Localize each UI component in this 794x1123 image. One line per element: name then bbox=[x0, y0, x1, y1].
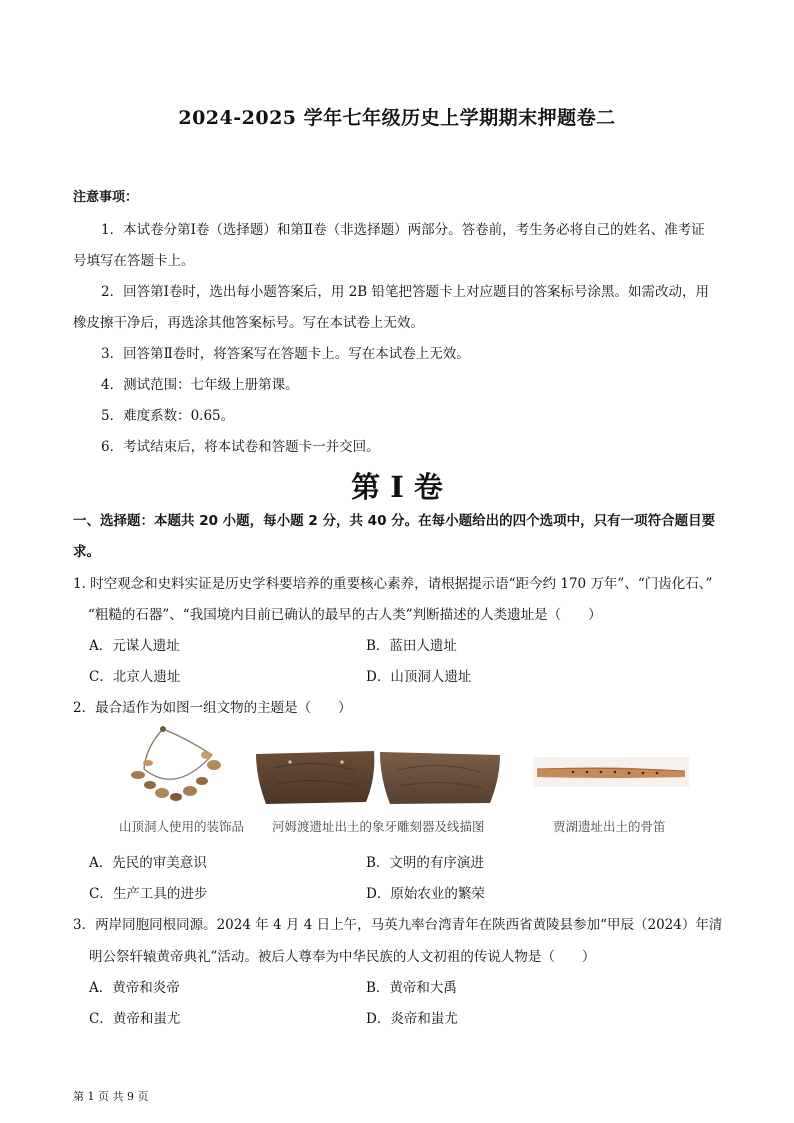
question-2-option-d: D．原始农业的繁荣 bbox=[366, 886, 485, 902]
question-3-text: 明公祭轩辕黄帝典礼”活动。被后人尊奉为中华民族的人文初祖的传说人物是（ ） bbox=[89, 949, 596, 965]
notes-line: 1．本试卷分第Ⅰ卷（选择题）和第Ⅱ卷（非选择题）两部分。答卷前，考生务必将自己的姓名、准考证 bbox=[101, 222, 705, 238]
question-2-option-b: B．文明的有序演进 bbox=[366, 855, 484, 871]
figure-caption-flute: 贾湖遗址出土的骨笛 bbox=[553, 819, 666, 834]
necklace-ornaments-image bbox=[128, 725, 228, 805]
notes-heading: 注意事项： bbox=[73, 190, 139, 205]
question-1-option-a: A．元谋人遗址 bbox=[89, 638, 180, 654]
question-2-text: 2．最合适作为如图一组文物的主题是（ ） bbox=[73, 700, 352, 716]
question-2-option-a: A．先民的审美意识 bbox=[89, 855, 207, 871]
question-1-option-d: D．山顶洞人遗址 bbox=[366, 669, 472, 685]
notes-line: 2．回答第Ⅰ卷时，选出每小题答案后，用 2B 铅笔把答题卡上对应题目的答案标号涂黑。如需改动，用 bbox=[101, 284, 710, 300]
question-3-option-a: A．黄帝和炎帝 bbox=[89, 980, 180, 996]
ivory-carving-image bbox=[254, 748, 504, 806]
notes-line: 号填写在答题卡上。 bbox=[73, 253, 195, 269]
notes-line: 橡皮擦干净后，再选涂其他答案标号。写在本试卷上无效。 bbox=[73, 315, 424, 331]
notes-line: 5．难度系数：0.65。 bbox=[101, 408, 235, 424]
question-3-text: 3．两岸同胞同根同源。2024 年 4 月 4 日上午，马英九率台湾青年在陕西省黄陵县参加“甲辰（2024）年清 bbox=[73, 917, 723, 933]
question-1-text: 1. 时空观念和史料实证是历史学科要培养的重要核心素养，请根据提示语“距今约 170 万年”、“门齿化石、” bbox=[73, 576, 713, 592]
notes-line: 4．测试范围：七年级上册第课。 bbox=[101, 377, 299, 393]
figure-caption-ornaments: 山顶洞人使用的装饰品 bbox=[119, 819, 245, 834]
question-3-option-b: B．黄帝和大禹 bbox=[366, 980, 457, 996]
section-heading-cont: 求。 bbox=[73, 544, 100, 560]
question-1-option-b: B．蓝田人遗址 bbox=[366, 638, 457, 654]
exam-title: 2024-2025 学年七年级历史上学期期末押题卷二 bbox=[178, 107, 616, 129]
question-1-option-c: C．北京人遗址 bbox=[89, 669, 181, 685]
question-3-option-c: C．黄帝和蚩尤 bbox=[89, 1011, 181, 1027]
notes-line: 3．回答第Ⅱ卷时，将答案写在答题卡上。写在本试卷上无效。 bbox=[101, 346, 470, 362]
question-2-option-c: C．生产工具的进步 bbox=[89, 886, 208, 902]
figure-caption-ivory: 河姆渡遗址出土的象牙雕刻器及线描图 bbox=[272, 819, 485, 834]
page-footer: 第 1 页 共 9 页 bbox=[73, 1090, 149, 1103]
section-heading: 一、选择题：本题共 20 小题，每小题 2 分，共 40 分。在每小题给出的四个选项中，只有一项符合题目要 bbox=[73, 513, 716, 529]
notes-line: 6．考试结束后，将本试卷和答题卡一并交回。 bbox=[101, 439, 380, 455]
question-3-option-d: D．炎帝和蚩尤 bbox=[366, 1011, 458, 1027]
question-1-text: “粗糙的石器”、“我国境内目前已确认的最早的古人类”判断描述的人类遗址是（ ） bbox=[88, 607, 602, 623]
volume-title: 第 I 卷 bbox=[351, 470, 443, 504]
bone-flute-image bbox=[533, 757, 689, 787]
